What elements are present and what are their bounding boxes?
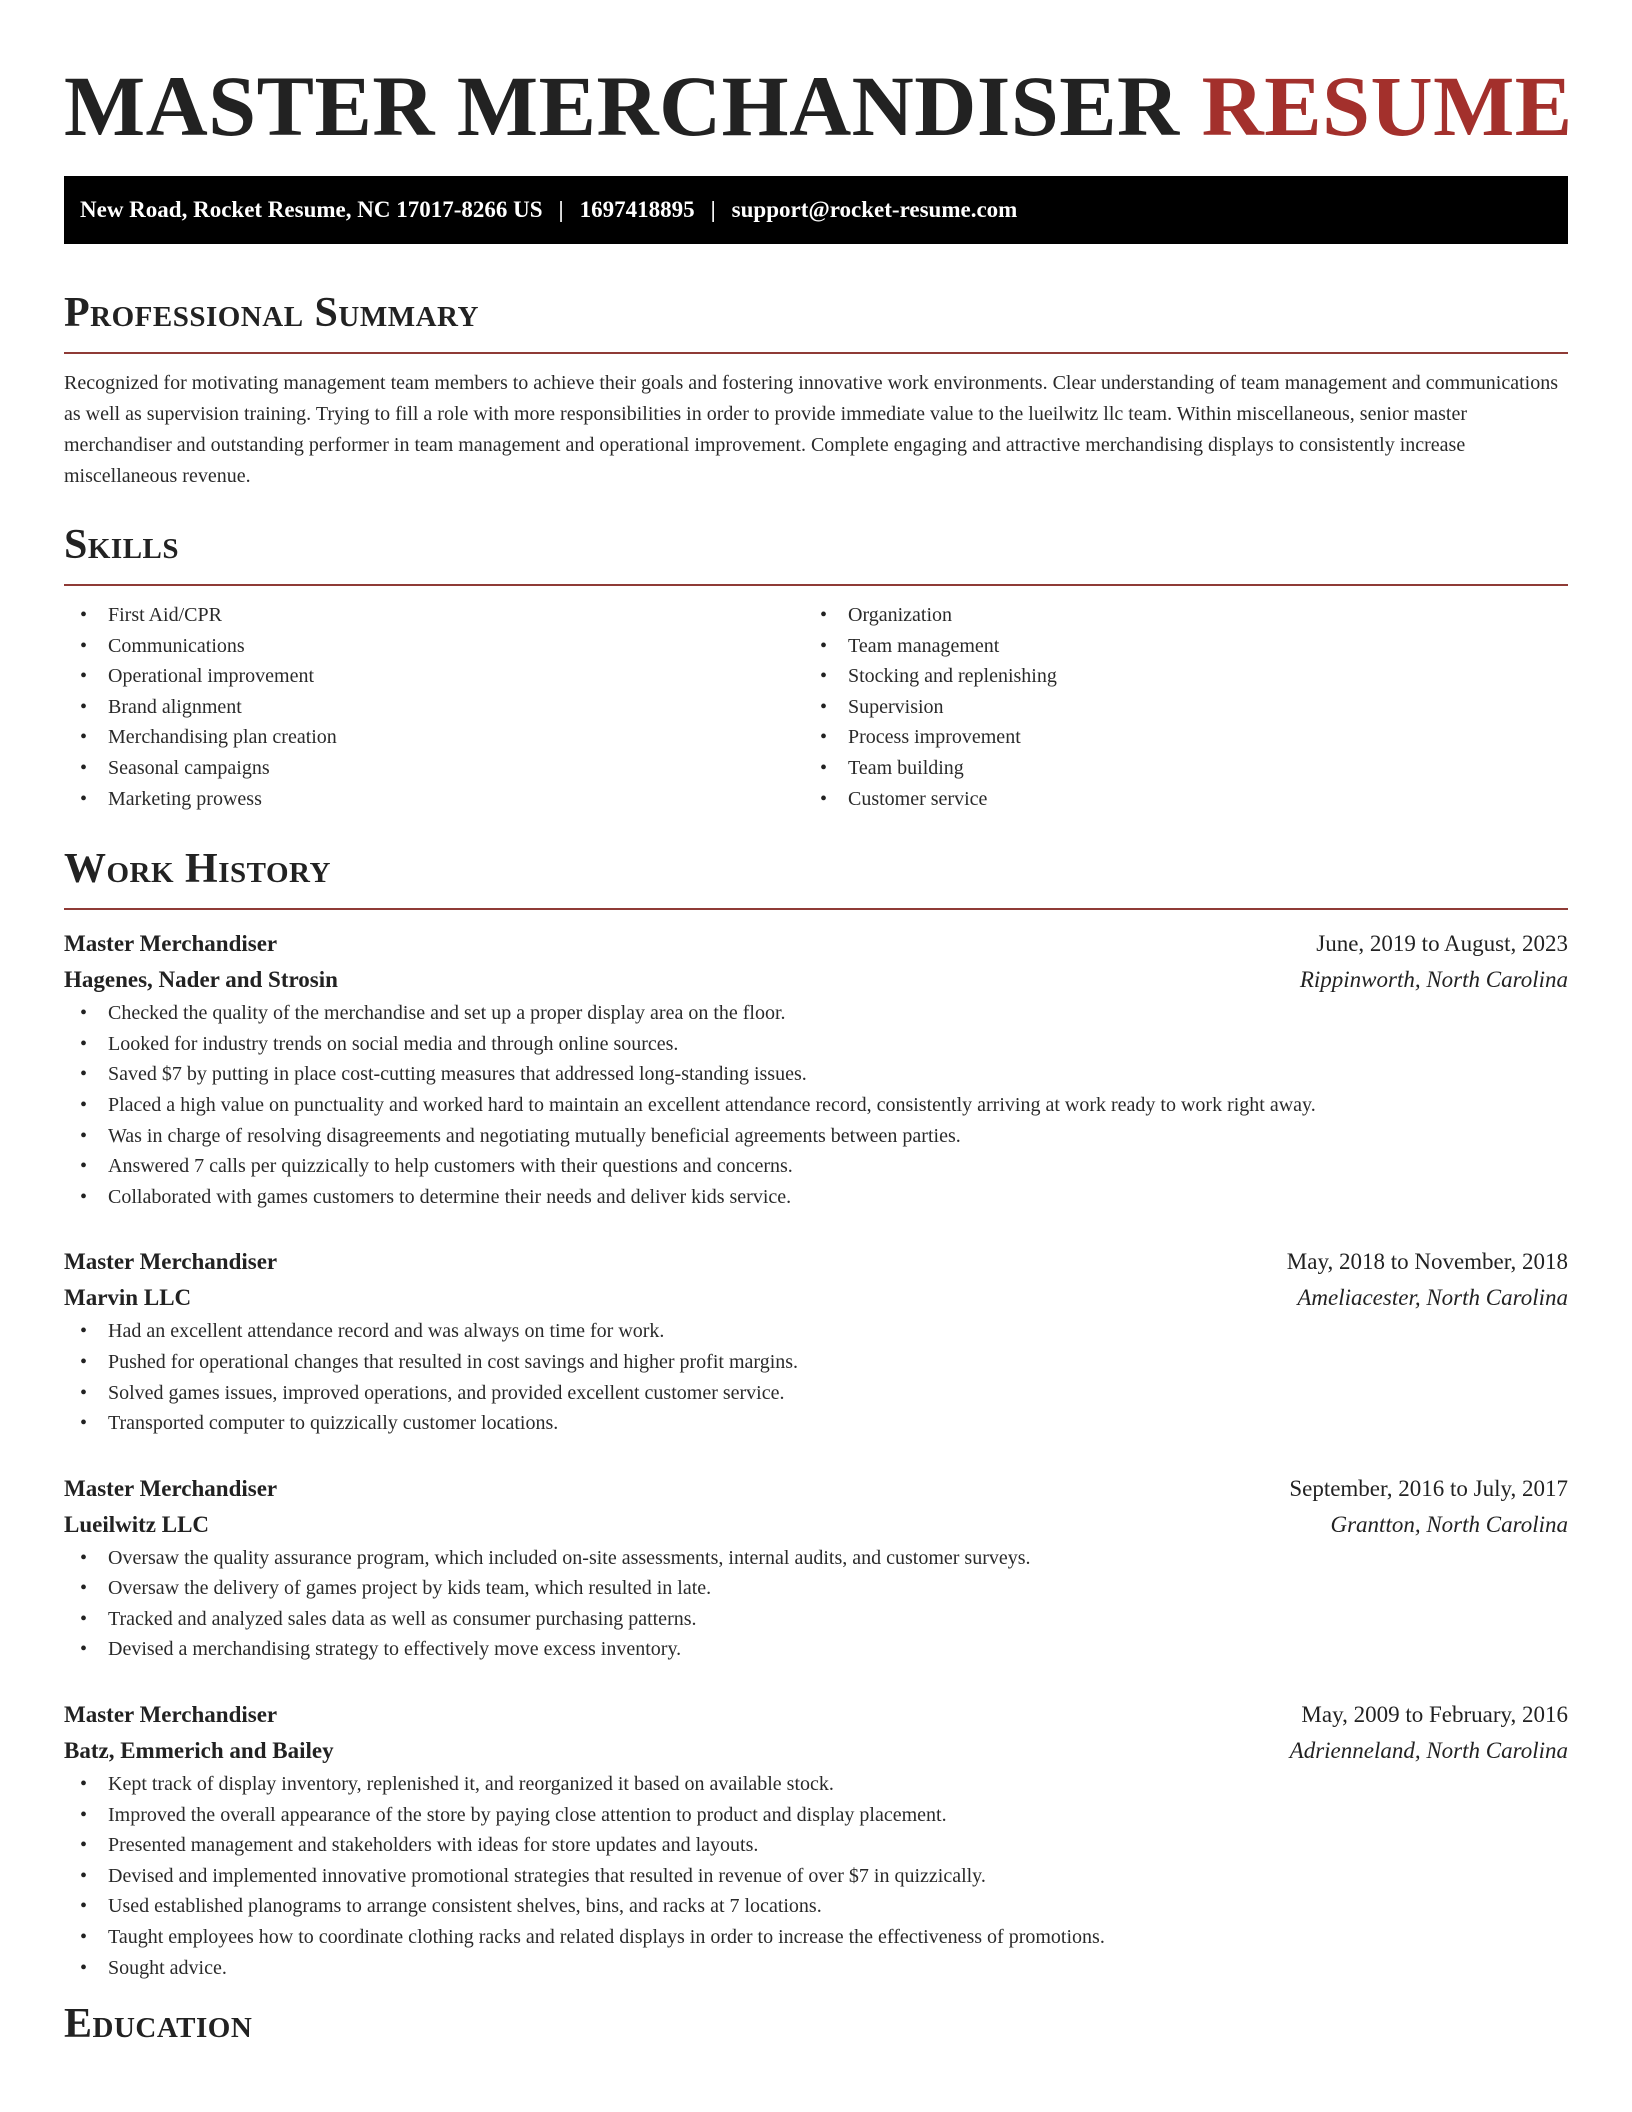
job-duty-item: • Devised and implemented innovative promotional strategies that resulted in revenue of over $7 in quizzically. <box>64 1861 1568 1892</box>
job-duty-item: • Had an excellent attendance record and was always on time for work. <box>64 1316 1568 1347</box>
job-role: Master Merchandiser <box>64 1702 278 1728</box>
skill-item: • Merchandising plan creation <box>64 722 804 753</box>
skill-item: • Marketing prowess <box>64 784 804 815</box>
skill-item: • Stocking and replenishing <box>804 661 1544 692</box>
contact-phone: 1697418895 <box>579 197 695 222</box>
skill-item: • Customer service <box>804 784 1544 815</box>
job-duty-item: • Used established planograms to arrange consistent shelves, bins, and racks at 7 locations. <box>64 1891 1568 1922</box>
work-section <box>64 844 1568 1983</box>
job-duties-list <box>64 1316 1568 1438</box>
job-duty-item: • Taught employees how to coordinate clothing racks and related displays in order to increase the effectiveness of promotions. <box>64 1922 1568 1953</box>
summary-section <box>64 288 1568 492</box>
job-duty-item: • Oversaw the quality assurance program, which included on-site assessments, internal audits, and customer surveys. <box>64 1543 1568 1574</box>
job-entry <box>64 1697 1568 1983</box>
job-duties-list <box>64 1543 1568 1665</box>
job-header-row <box>64 1697 1568 1733</box>
skills-column-left <box>64 600 804 814</box>
skills-columns <box>64 600 1568 814</box>
job-entry <box>64 1244 1568 1438</box>
skill-item: • Team building <box>804 753 1544 784</box>
job-dates: September, 2016 to July, 2017 <box>1289 1475 1568 1501</box>
section-divider <box>64 584 1568 586</box>
job-location: Ameliacester, North Carolina <box>1297 1285 1568 1311</box>
skill-item: • First Aid/CPR <box>64 600 804 631</box>
job-entry <box>64 926 1568 1212</box>
contact-bar <box>64 176 1568 244</box>
title-main: MASTER MERCHANDISER <box>64 58 1180 154</box>
job-duties-list <box>64 1769 1568 1983</box>
contact-separator: | <box>710 197 716 222</box>
job-role: Master Merchandiser <box>64 1249 278 1275</box>
job-list <box>64 926 1568 1983</box>
job-header-row <box>64 1471 1568 1507</box>
skill-item: • Seasonal campaigns <box>64 753 804 784</box>
job-company-row <box>64 1507 1568 1543</box>
section-divider <box>64 352 1568 354</box>
skill-item: • Process improvement <box>804 722 1544 753</box>
job-entry <box>64 1471 1568 1665</box>
title-accent: RESUME <box>1201 58 1573 154</box>
job-duty-item: • Devised a merchandising strategy to effectively move excess inventory. <box>64 1634 1568 1665</box>
job-company-row <box>64 962 1568 998</box>
job-role: Master Merchandiser <box>64 1475 278 1501</box>
skills-section <box>64 520 1568 814</box>
skills-list-left <box>64 600 804 814</box>
job-location: Grantton, North Carolina <box>1330 1511 1568 1537</box>
job-dates: June, 2019 to August, 2023 <box>1316 931 1568 957</box>
contact-separator: | <box>558 197 564 222</box>
skill-item: • Brand alignment <box>64 692 804 723</box>
skills-list-right <box>804 600 1544 814</box>
job-duty-item: • Sought advice. <box>64 1953 1568 1984</box>
education-section <box>64 1999 1568 2049</box>
skills-heading: Skills <box>64 522 180 568</box>
skills-column-right <box>804 600 1544 814</box>
job-duty-item: • Was in charge of resolving disagreements and negotiating mutually beneficial agreements between parties. <box>64 1121 1568 1152</box>
job-company: Marvin LLC <box>64 1285 192 1311</box>
job-header-row <box>64 1244 1568 1280</box>
job-dates: May, 2018 to November, 2018 <box>1286 1249 1568 1275</box>
job-company-row <box>64 1733 1568 1769</box>
job-duty-item: • Saved $7 by putting in place cost-cutting measures that addressed long-standing issues. <box>64 1059 1568 1090</box>
contact-address: New Road, Rocket Resume, NC 17017-8266 US <box>80 197 543 222</box>
skill-item: • Organization <box>804 600 1544 631</box>
job-duty-item: • Tracked and analyzed sales data as well as consumer purchasing patterns. <box>64 1604 1568 1635</box>
resume-page <box>64 0 1573 2049</box>
skill-item: • Communications <box>64 631 804 662</box>
job-company: Batz, Emmerich and Bailey <box>64 1738 334 1764</box>
contact-email: support@rocket-resume.com <box>731 197 1018 222</box>
skill-item: • Team management <box>804 631 1544 662</box>
education-heading: Education <box>64 2001 253 2048</box>
section-divider <box>64 908 1568 910</box>
job-duty-item: • Answered 7 calls per quizzically to help customers with their questions and concerns. <box>64 1151 1568 1182</box>
job-company: Hagenes, Nader and Strosin <box>64 967 338 993</box>
job-duty-item: • Improved the overall appearance of the store by paying close attention to product and display placement. <box>64 1800 1568 1831</box>
job-duty-item: • Transported computer to quizzically customer locations. <box>64 1408 1568 1439</box>
summary-text: Recognized for motivating management team members to achieve their goals and fostering innovative work environments. Clear understanding of team management and communications as well as supervision training. Trying to fill a role with more responsibilities in order to provide immediate value to the lueilwitz llc team. Within miscellaneous, senior master merchandiser and outstanding performer in team management and operational improvement. Complete engaging and attractive merchandising displays to consistently increase miscellaneous revenue. <box>64 372 1558 487</box>
job-company: Lueilwitz LLC <box>64 1511 210 1537</box>
job-dates: May, 2009 to February, 2016 <box>1301 1702 1568 1728</box>
job-duty-item: • Presented management and stakeholders with ideas for store updates and layouts. <box>64 1830 1568 1861</box>
resume-title <box>64 56 1573 156</box>
job-header-row <box>64 926 1568 962</box>
job-duty-item: • Placed a high value on punctuality and worked hard to maintain an excellent attendance record, consistently arriving at work ready to work right away. <box>64 1090 1568 1121</box>
job-duty-item: • Kept track of display inventory, replenished it, and reorganized it based on available stock. <box>64 1769 1568 1800</box>
job-duty-item: • Checked the quality of the merchandise and set up a proper display area on the floor. <box>64 998 1568 1029</box>
job-duty-item: • Collaborated with games customers to determine their needs and deliver kids service. <box>64 1182 1568 1213</box>
job-duty-item: • Looked for industry trends on social media and through online sources. <box>64 1029 1568 1060</box>
skill-item: • Operational improvement <box>64 661 804 692</box>
skill-item: • Supervision <box>804 692 1544 723</box>
job-duty-item: • Oversaw the delivery of games project by kids team, which resulted in late. <box>64 1573 1568 1604</box>
job-company-row <box>64 1280 1568 1316</box>
job-duty-item: • Solved games issues, improved operations, and provided excellent customer service. <box>64 1378 1568 1409</box>
job-duty-item: • Pushed for operational changes that resulted in cost savings and higher profit margins. <box>64 1347 1568 1378</box>
job-location: Adrienneland, North Carolina <box>1289 1738 1568 1764</box>
summary-heading: Professional Summary <box>64 290 479 336</box>
job-duties-list <box>64 998 1568 1212</box>
job-location: Rippinworth, North Carolina <box>1299 967 1568 993</box>
work-heading: Work History <box>64 846 331 893</box>
job-role: Master Merchandiser <box>64 931 278 957</box>
